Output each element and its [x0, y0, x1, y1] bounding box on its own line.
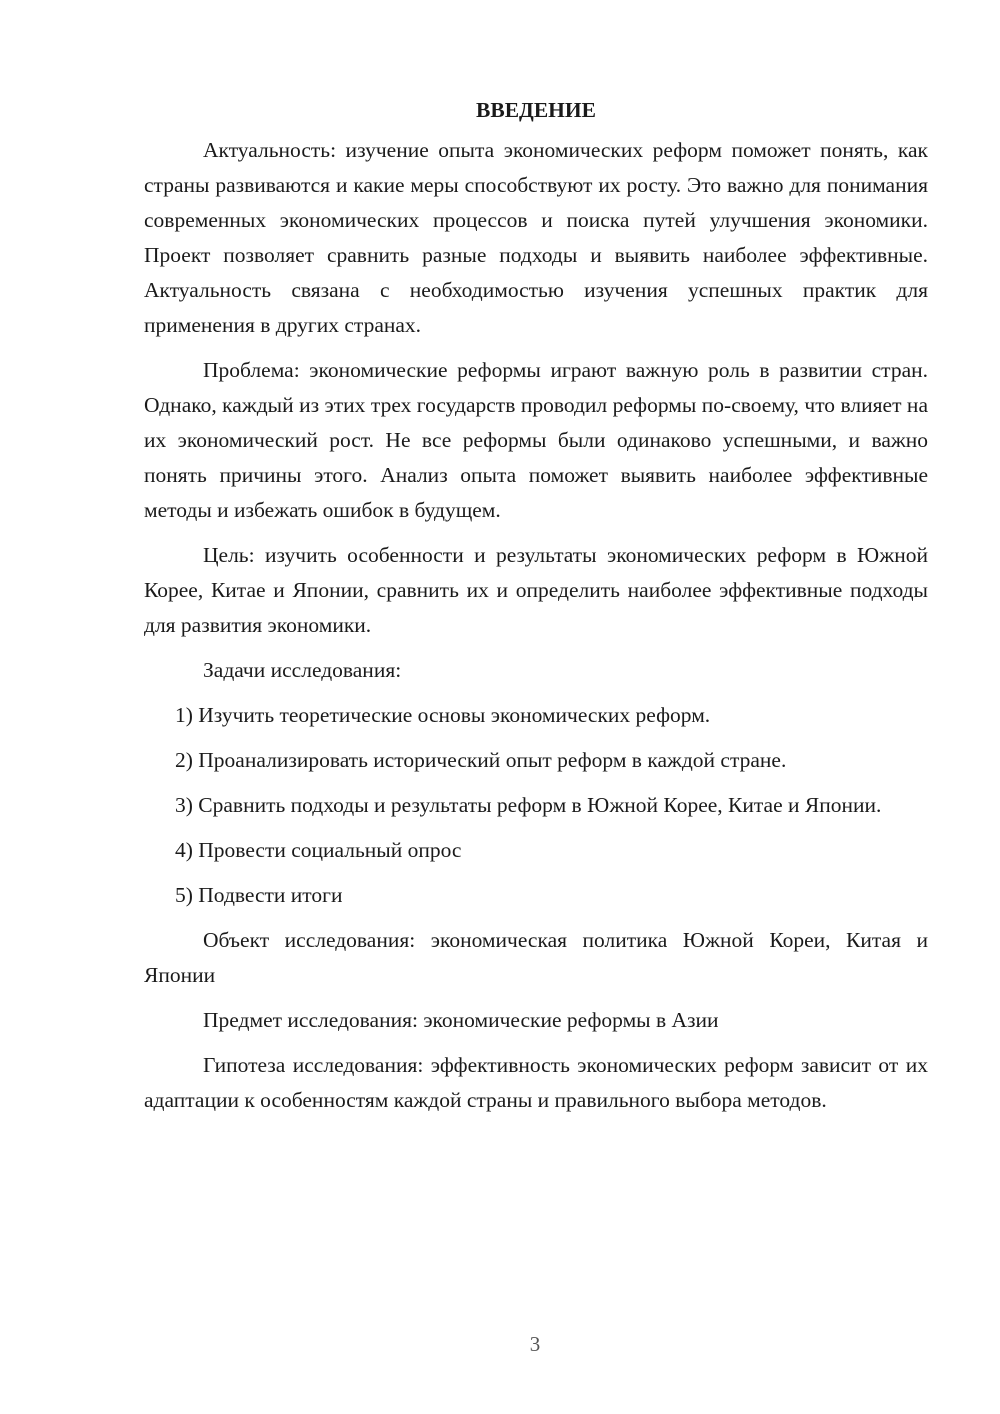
list-item: 3) Сравнить подходы и результаты реформ в Южной Корее, Китае и Японии. [175, 793, 882, 817]
list-item: 1) Изучить теоретические основы экономических реформ. [175, 703, 711, 727]
page-title: ВВЕДЕНИЕ [476, 98, 596, 122]
paragraph-problem: Проблема: экономические реформы играют важную роль в развитии стран. Однако, каждый из этих трех государств проводил реформы по-своему, что влияет на их экономический рост. Не все реформы были одинаково успешными, и важно понять причины этого. Анализ опыта поможет выявить наиболее эффективные методы и избежать ошибок в будущем. [144, 358, 928, 522]
paragraph-hypothesis: Гипотеза исследования: эффективность экономических реформ зависит от их адаптации к особенностям каждой страны и правильного выбора методов. [144, 1053, 928, 1112]
paragraph-relevance: Актуальность: изучение опыта экономических реформ поможет понять, как страны развиваются и какие меры способствуют их росту. Это важно для понимания современных экономических процессов и поиска путей улучшения экономики. Проект позволяет сравнить разные подходы и выявить наиболее эффективные. Актуальность связана с необходимостью изучения успешных практик для применения в других странах. [144, 138, 928, 337]
paragraph-goal: Цель: изучить особенности и результаты экономических реформ в Южной Корее, Китае и Японии, сравнить их и определить наиболее эффективные подходы для развития экономики. [144, 543, 928, 637]
tasks-heading: Задачи исследования: [203, 658, 402, 682]
tasks-list [144, 698, 928, 913]
list-item: 5) Подвести итоги [175, 883, 343, 907]
list-item: 4) Провести социальный опрос [175, 838, 462, 862]
paragraph-subject: Предмет исследования: экономические реформы в Азии [203, 1008, 719, 1032]
paragraph-object: Объект исследования: экономическая политика Южной Кореи, Китая и Японии [144, 928, 928, 987]
page-number: 3 [529, 1332, 541, 1356]
list-item: 2) Проанализировать исторический опыт реформ в каждой стране. [175, 748, 787, 772]
document-page [144, 92, 928, 1128]
